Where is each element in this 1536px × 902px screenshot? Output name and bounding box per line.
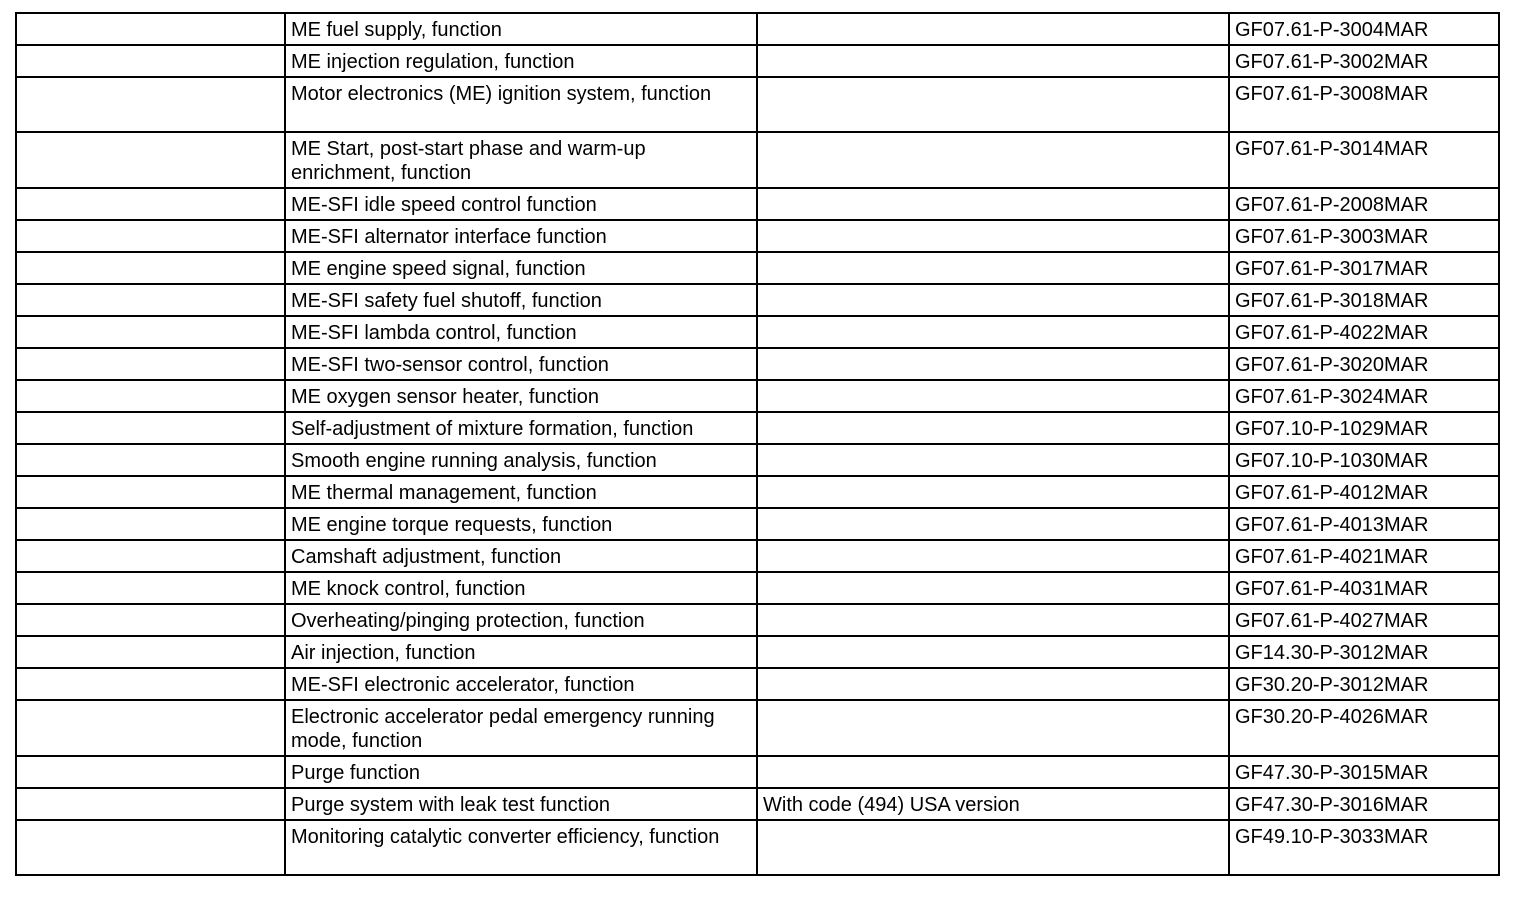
blank-cell [16,540,285,572]
table-row [16,284,1499,316]
condition-cell [757,604,1229,636]
document-number-cell: GF07.61-P-3008MAR [1229,77,1499,132]
function-cell: ME-SFI idle speed control function [285,188,757,220]
condition-cell [757,380,1229,412]
blank-cell [16,132,285,188]
blank-cell [16,412,285,444]
function-cell: ME fuel supply, function [285,13,757,45]
condition-cell [757,636,1229,668]
function-cell: Smooth engine running analysis, function [285,444,757,476]
condition-cell: With code (494) USA version [757,788,1229,820]
function-cell: ME thermal management, function [285,476,757,508]
table-row [16,788,1499,820]
function-cell: Monitoring catalytic converter efficiency, function [285,820,757,875]
document-number-cell: GF07.10-P-1029MAR [1229,412,1499,444]
document-number-cell: GF07.61-P-4013MAR [1229,508,1499,540]
blank-cell [16,380,285,412]
document-number-cell: GF07.61-P-4012MAR [1229,476,1499,508]
condition-cell [757,220,1229,252]
condition-cell [757,188,1229,220]
function-cell: Overheating/pinging protection, function [285,604,757,636]
condition-cell [757,476,1229,508]
table-row [16,508,1499,540]
condition-cell [757,412,1229,444]
function-cell: ME engine torque requests, function [285,508,757,540]
condition-cell [757,132,1229,188]
blank-cell [16,188,285,220]
document-number-cell: GF07.61-P-2008MAR [1229,188,1499,220]
table-row [16,444,1499,476]
function-cell: ME oxygen sensor heater, function [285,380,757,412]
table-row [16,380,1499,412]
blank-cell [16,284,285,316]
table-row [16,820,1499,875]
function-cell: ME-SFI two-sensor control, function [285,348,757,380]
document-number-cell: GF07.61-P-3014MAR [1229,132,1499,188]
table-row [16,13,1499,45]
condition-cell [757,756,1229,788]
blank-cell [16,636,285,668]
blank-cell [16,668,285,700]
blank-cell [16,756,285,788]
document-number-cell: GF07.61-P-3003MAR [1229,220,1499,252]
blank-cell [16,348,285,380]
table-row [16,604,1499,636]
document-number-cell: GF47.30-P-3015MAR [1229,756,1499,788]
blank-cell [16,77,285,132]
condition-cell [757,444,1229,476]
document-number-cell: GF07.61-P-3024MAR [1229,380,1499,412]
blank-cell [16,820,285,875]
document-number-cell: GF07.61-P-4021MAR [1229,540,1499,572]
condition-cell [757,77,1229,132]
function-cell: ME-SFI safety fuel shutoff, function [285,284,757,316]
document-number-cell: GF07.61-P-3004MAR [1229,13,1499,45]
table-row [16,700,1499,756]
document-number-cell: GF07.61-P-3002MAR [1229,45,1499,77]
function-reference-table [15,12,1500,876]
document-number-cell: GF07.10-P-1030MAR [1229,444,1499,476]
table-row [16,476,1499,508]
function-cell: Electronic accelerator pedal emergency running mode, function [285,700,757,756]
function-cell: Motor electronics (ME) ignition system, function [285,77,757,132]
table-row [16,132,1499,188]
document-number-cell: GF07.61-P-4022MAR [1229,316,1499,348]
table-body [16,13,1499,875]
document-number-cell: GF47.30-P-3016MAR [1229,788,1499,820]
condition-cell [757,13,1229,45]
document-number-cell: GF07.61-P-3018MAR [1229,284,1499,316]
blank-cell [16,476,285,508]
blank-cell [16,700,285,756]
function-cell: Purge system with leak test function [285,788,757,820]
document-number-cell: GF07.61-P-4027MAR [1229,604,1499,636]
blank-cell [16,13,285,45]
condition-cell [757,45,1229,77]
condition-cell [757,820,1229,875]
table-row [16,572,1499,604]
blank-cell [16,444,285,476]
condition-cell [757,668,1229,700]
function-cell: ME-SFI electronic accelerator, function [285,668,757,700]
table-row [16,412,1499,444]
blank-cell [16,45,285,77]
table-row [16,668,1499,700]
document-number-cell: GF30.20-P-3012MAR [1229,668,1499,700]
blank-cell [16,788,285,820]
function-cell: Air injection, function [285,636,757,668]
function-cell: ME knock control, function [285,572,757,604]
table-row [16,220,1499,252]
table-row [16,252,1499,284]
document-number-cell: GF49.10-P-3033MAR [1229,820,1499,875]
document-number-cell: GF14.30-P-3012MAR [1229,636,1499,668]
function-cell: Camshaft adjustment, function [285,540,757,572]
blank-cell [16,316,285,348]
table-row [16,348,1499,380]
blank-cell [16,604,285,636]
condition-cell [757,508,1229,540]
blank-cell [16,220,285,252]
blank-cell [16,252,285,284]
document-number-cell: GF07.61-P-3017MAR [1229,252,1499,284]
function-cell: Purge function [285,756,757,788]
function-cell: ME injection regulation, function [285,45,757,77]
function-cell: Self-adjustment of mixture formation, function [285,412,757,444]
table-row [16,45,1499,77]
condition-cell [757,700,1229,756]
table-row [16,188,1499,220]
table-row [16,540,1499,572]
document-number-cell: GF30.20-P-4026MAR [1229,700,1499,756]
condition-cell [757,284,1229,316]
table-row [16,636,1499,668]
table-row [16,756,1499,788]
function-cell: ME engine speed signal, function [285,252,757,284]
function-cell: ME-SFI alternator interface function [285,220,757,252]
blank-cell [16,572,285,604]
condition-cell [757,316,1229,348]
condition-cell [757,572,1229,604]
function-cell: ME-SFI lambda control, function [285,316,757,348]
document-number-cell: GF07.61-P-3020MAR [1229,348,1499,380]
function-cell: ME Start, post-start phase and warm-up enrichment, function [285,132,757,188]
table-row [16,77,1499,132]
table-row [16,316,1499,348]
condition-cell [757,252,1229,284]
condition-cell [757,540,1229,572]
blank-cell [16,508,285,540]
condition-cell [757,348,1229,380]
document-number-cell: GF07.61-P-4031MAR [1229,572,1499,604]
